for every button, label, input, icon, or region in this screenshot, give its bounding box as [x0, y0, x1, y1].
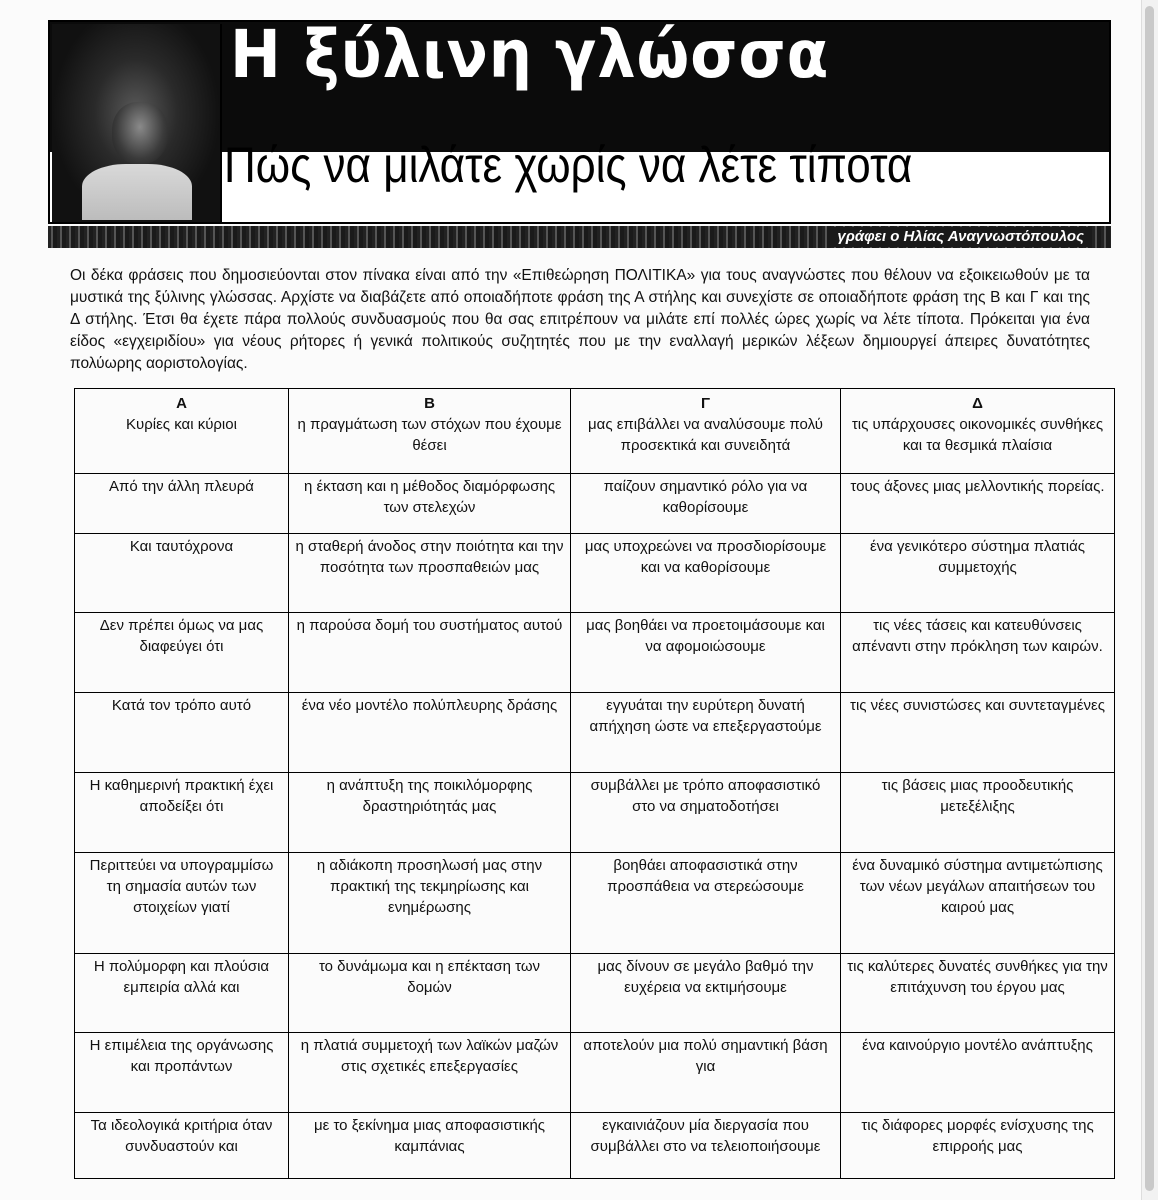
cell-text: Και ταυτόχρονα [129, 538, 234, 555]
table-cell [75, 1113, 289, 1179]
cell-text: ένα νέο μοντέλο πολύπλευρης δράσης [301, 697, 558, 714]
cell-text: εγγυάται την ευρύτερη δυνατή απήχηση ώστε να επεξεργαστούμε [589, 697, 822, 735]
table-row [75, 853, 1115, 954]
cell-text: τις νέες συνιστώσες και συντεταγμένες [850, 697, 1105, 714]
table-cell [841, 853, 1115, 954]
table-row [75, 1113, 1115, 1179]
table-row [75, 954, 1115, 1033]
table-row [75, 1033, 1115, 1113]
table-cell [75, 613, 289, 693]
table-cell [841, 1033, 1115, 1113]
cell-text: ένα γενικότερο σύστημα πλατιάς συμμετοχής [869, 538, 1086, 576]
cell-text: τις καλύτερες δυνατές συνθήκες για την επιτάχυνση του έργου μας [847, 958, 1108, 996]
table-cell [75, 773, 289, 853]
cell-text: Περιττεύει να υπογραμμίσω τη σημασία αυτών των στοιχείων γιατί [89, 857, 274, 916]
cell-text: μας δίνουν σε μεγάλο βαθμό την ευχέρεια να εκτιμήσουμε [597, 958, 814, 996]
table-cell [571, 693, 841, 773]
table-cell [289, 389, 571, 474]
cell-text: Η επιμέλεια της οργάνωσης και προπάντων [89, 1037, 274, 1075]
table-cell [289, 693, 571, 773]
table-row [75, 693, 1115, 773]
table-row [75, 773, 1115, 853]
article-subtitle: Πώς να μιλάτε χωρίς να λέτε τίποτα [224, 137, 913, 193]
table-cell [571, 474, 841, 534]
table-cell [841, 1113, 1115, 1179]
vertical-scrollbar[interactable] [1141, 0, 1158, 1200]
author-photo [52, 24, 222, 222]
cell-text: τους άξονες μιας μελλοντικής πορείας. [850, 478, 1105, 495]
table-cell [841, 613, 1115, 693]
table-row [75, 474, 1115, 534]
cell-text: η αδιάκοπη προσηλωσή μας στην πρακτική της τεκμηρίωσης και ενημέρωσης [316, 857, 543, 916]
table-cell [841, 773, 1115, 853]
table-row [75, 613, 1115, 693]
table-cell [571, 853, 841, 954]
table-row [75, 389, 1115, 474]
cell-text: αποτελούν μια πολύ σημαντική βάση για [583, 1037, 828, 1075]
table-cell [571, 773, 841, 853]
cell-text: ένα δυναμικό σύστημα αντιμετώπισης των νέων μεγάλων απαιτήσεων του καιρού μας [852, 857, 1103, 916]
cell-text: η πλατιά συμμετοχή των λαϊκών μαζών στις σχετικές επεξεργασίες [300, 1037, 559, 1075]
cell-text: εγκαινιάζουν μία διεργασία που συμβάλλει στο να τελειοποιήσουμε [590, 1117, 821, 1155]
column-header: Α [176, 395, 187, 412]
table-cell [289, 474, 571, 534]
cell-text: μας υποχρεώνει να προσδιορίσουμε και να καθορίσουμε [584, 538, 827, 576]
cell-text: τις νέες τάσεις και κατευθύνσεις απέναντι στην πρόκληση των καιρών. [852, 617, 1103, 655]
column-header: Β [424, 395, 435, 412]
table-cell [841, 954, 1115, 1033]
cell-text: βοηθάει αποφασιστικά στην προσπάθεια να στερεώσουμε [607, 857, 804, 895]
cell-text: τις υπάρχουσες οικονομικές συνθήκες και τα θεσμικά πλαίσια [851, 416, 1104, 454]
table-row [75, 534, 1115, 613]
article-title: Η ξύλινη γλώσσα [230, 16, 830, 93]
table-cell [571, 613, 841, 693]
cell-text: συμβάλλει με τρόπο αποφασιστικό στο να σηματοδοτήσει [590, 777, 821, 815]
cell-text: Η καθημερινή πρακτική έχει αποδείξει ότι [89, 777, 274, 815]
cell-text: η παρούσα δομή του συστήματος αυτού [296, 617, 563, 634]
table-cell [75, 389, 289, 474]
cell-text: μας επιβάλλει να αναλύσουμε πολύ προσεκτικά και συνειδητά [588, 416, 823, 454]
table-cell [841, 389, 1115, 474]
table-cell [571, 954, 841, 1033]
cell-text: το δυνάμωμα και η επέκταση των δομών [318, 958, 541, 996]
table-cell [289, 853, 571, 954]
table-cell [75, 954, 289, 1033]
table-cell [571, 1033, 841, 1113]
table-cell [841, 474, 1115, 534]
table-cell [289, 534, 571, 613]
cell-text: μας βοηθάει να προετοιμάσουμε και να αφομοιώσουμε [586, 617, 825, 655]
table-cell [75, 534, 289, 613]
cell-text: Δεν πρέπει όμως να μας διαφεύγει ότι [99, 617, 264, 655]
table-cell [75, 474, 289, 534]
table-cell [289, 1113, 571, 1179]
intro-paragraph: Οι δέκα φράσεις που δημοσιεύονται στον πίνακα είναι από την «Επιθεώρηση ΠΟΛΙΤΙΚΑ» για τους αναγνώστες που θέλουν να εξοικειωθούν με τα μυστικά της ξύλινης γλώσσας. Αρχίστε να διαβάζετε από οποιαδήποτε φράση της Α στήλης και συνεχίστε σε οποιαδήποτε φράση της Β και Γ και της Δ στήλης. Έτσι θα έχετε πάρα πολλούς συνδυασμούς που θα σας επιτρέπουν να μιλάτε επί πολλές ώρες χωρίς να λέτε τίποτα. Πρόκειται για ένα είδος «εγχειριδίου» για νέους ρήτορες ή γενικά πολιτικούς συζητητές που με την εναλλαγή μερικών λέξεων δημιουργεί άπειρες δυνατότητες πολύωρης αοριστολογίας. [70, 267, 1090, 372]
table-cell [571, 1113, 841, 1179]
table-cell [289, 1033, 571, 1113]
cell-text: Κατά τον τρόπο αυτό [111, 697, 252, 714]
cell-text: Κυρίες και κύριοι [126, 416, 237, 433]
phrase-table [74, 388, 1115, 1179]
cell-text: Από την άλλη πλευρά [109, 478, 254, 495]
cell-text: η πραγμάτωση των στόχων που έχουμε θέσει [297, 416, 562, 454]
table-cell [289, 773, 571, 853]
byline: γράφει ο Ηλίας Αναγνωστόπουλος [829, 227, 1092, 247]
cell-text: ένα καινούργιο μοντέλο ανάπτυξης [862, 1037, 1093, 1054]
cell-text: τις διάφορες μορφές ενίσχυσης της επιρροής μας [861, 1117, 1094, 1155]
table-cell [841, 693, 1115, 773]
table-cell [75, 853, 289, 954]
scrollbar-thumb[interactable] [1145, 6, 1154, 1191]
table-cell [75, 693, 289, 773]
table-cell [289, 954, 571, 1033]
cell-text: η έκταση και η μέθοδος διαμόρφωσης των στελεχών [303, 478, 556, 516]
table-cell [75, 1033, 289, 1113]
cell-text: με το ξεκίνημα μιας αποφασιστικής καμπάνιας [313, 1117, 546, 1155]
cell-text: Η πολύμορφη και πλούσια εμπειρία αλλά και [93, 958, 270, 996]
table-cell [289, 613, 571, 693]
cell-text: παίζουν σημαντικό ρόλο για να καθορίσουμε [603, 478, 808, 516]
table-cell [841, 534, 1115, 613]
table-cell [571, 389, 841, 474]
cell-text: Τα ιδεολογικά κριτήρια όταν συνδυαστούν και [90, 1117, 273, 1155]
cell-text: τις βάσεις μιας προοδευτικής μετεξέλιξης [881, 777, 1074, 815]
column-header: Δ [972, 395, 983, 412]
table-cell [571, 534, 841, 613]
cell-text: η ανάπτυξη της ποικιλόμορφης δραστηριότητάς μας [326, 777, 533, 815]
cell-text: η σταθερή άνοδος στην ποιότητα και την ποσότητα των προσπαθειών μας [295, 538, 564, 576]
column-header: Γ [700, 395, 711, 412]
